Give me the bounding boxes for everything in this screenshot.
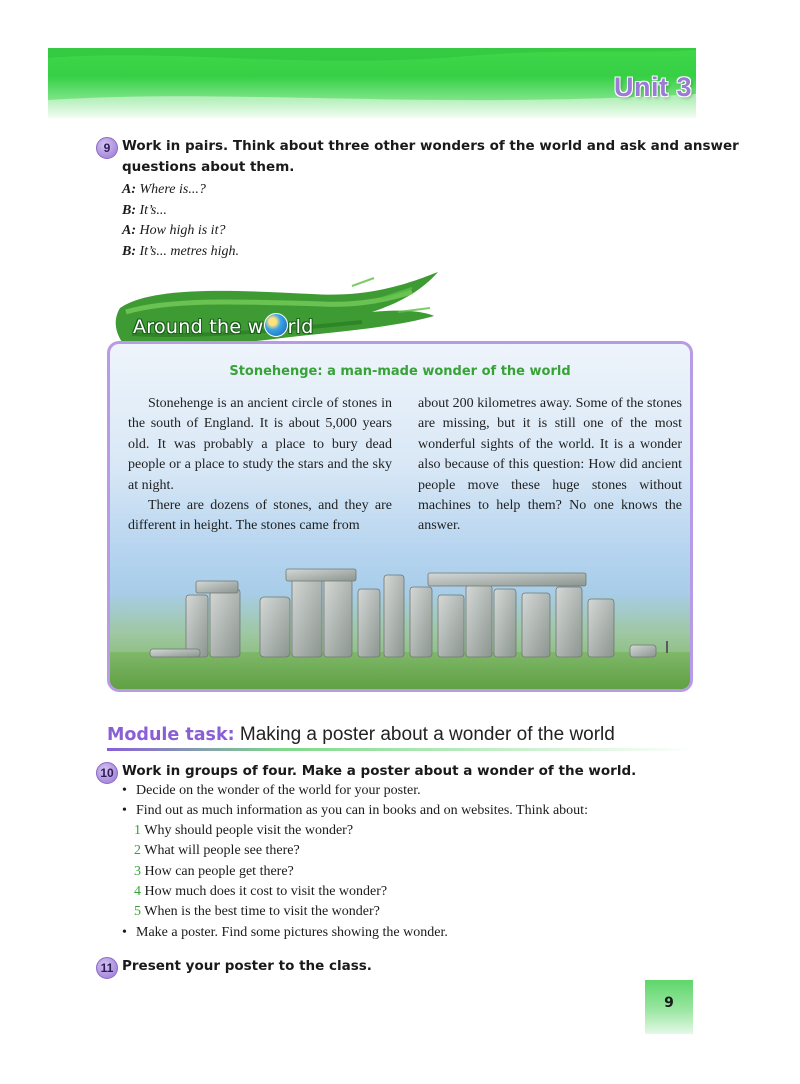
question-number: 2: [134, 843, 141, 859]
task-10-instruction: Work in groups of four. Make a poster about a wonder of the world.: [122, 763, 637, 779]
bullet-icon: •: [122, 925, 127, 940]
question-list: [134, 821, 387, 922]
page-number-tab: [645, 980, 693, 1034]
task-number-11: 11: [96, 957, 118, 979]
unit-title: Unit 3: [613, 72, 692, 102]
task-number-10: 10: [96, 762, 118, 784]
list-item: [122, 781, 588, 801]
sample-dialog: [122, 180, 239, 262]
question-number: 4: [134, 883, 141, 899]
dialog-text: Where is...?: [136, 182, 206, 197]
bullet-text: Make a poster. Find some pictures showing the wonder.: [136, 925, 448, 940]
question-number: 1: [134, 823, 141, 838]
dialog-text: It’s... metres high.: [136, 243, 240, 259]
dialog-speaker: B:: [122, 202, 136, 218]
question-number: 3: [134, 863, 141, 879]
bullet-list: [122, 781, 588, 822]
banner-text-right: rld: [287, 316, 314, 338]
list-item: [134, 882, 387, 902]
bullet-text: Find out as much information as you can in books and on websites. Think about:: [136, 803, 588, 819]
question-number: 5: [134, 904, 141, 920]
header-band: [48, 48, 696, 118]
dialog-line: [122, 221, 239, 242]
around-the-world-title: [133, 313, 314, 338]
task-9-instruction: [122, 136, 739, 178]
page-number: 9: [664, 995, 674, 1011]
task-11-instruction: Present your poster to the class.: [122, 958, 372, 974]
dialog-line: [122, 242, 239, 263]
dialog-text: How high is it?: [136, 223, 226, 238]
bullet-icon: •: [122, 803, 127, 819]
dialog-line: [122, 201, 239, 222]
question-text: What will people see there?: [141, 843, 300, 859]
question-text: How can people get there?: [141, 863, 294, 879]
list-item: [134, 862, 387, 882]
list-item: [122, 923, 448, 943]
question-text: When is the best time to visit the wonder?: [141, 904, 380, 920]
module-task-title: Making a poster about a wonder of the world: [234, 724, 615, 745]
list-item: [134, 841, 387, 861]
dialog-speaker: B:: [122, 243, 136, 259]
list-item: [134, 902, 387, 922]
dialog-speaker: A:: [122, 223, 136, 238]
task-number-9: 9: [96, 137, 118, 159]
module-task-heading: [107, 724, 615, 746]
module-task-label: Module task:: [107, 725, 235, 745]
reading-paragraph: There are dozens of stones, and they are different in height. The stones came from: [128, 498, 392, 534]
list-item: [134, 821, 387, 841]
grass-brush-banner: [112, 268, 442, 352]
bullet-icon: •: [122, 783, 127, 798]
question-text: Why should people visit the wonder?: [141, 823, 354, 838]
module-underline: [107, 748, 697, 751]
task-9-line-1: Work in pairs. Think about three other wonders of the world and ask and answer: [122, 138, 739, 154]
reading-paragraph: about 200 kilometres away. Some of the stones are missing, but it is still one of the most wonderful sights of the world. It is a wonder also because of this question: How did ancient people move these huge stones without machines to help them? No one knows the answer.: [418, 396, 682, 534]
reading-title: Stonehenge: a man-made wonder of the world: [229, 364, 571, 379]
dialog-speaker: A:: [122, 182, 136, 197]
band-wave-decoration: [48, 48, 696, 118]
globe-icon: [264, 313, 288, 337]
banner-text-left: Around the w: [133, 316, 264, 338]
question-text: How much does it cost to visit the wonder?: [141, 883, 388, 899]
bullet-text: Decide on the wonder of the world for your poster.: [136, 783, 421, 798]
reading-column-2: [418, 394, 682, 537]
reading-paragraph: Stonehenge is an ancient circle of stones in the south of England. It is about 5,000 years old. It was probably a place to bury dead people or a place to study the stars and the sky at night.: [128, 396, 392, 493]
bullet-list: [122, 923, 448, 943]
list-item: [122, 801, 588, 821]
dialog-text: It’s...: [136, 202, 167, 218]
stonehenge-photo: [110, 549, 690, 689]
task-9-line-2: questions about them.: [122, 159, 295, 175]
dialog-line: [122, 180, 239, 201]
reading-column-1: [128, 394, 392, 537]
reading-panel: [107, 341, 693, 692]
